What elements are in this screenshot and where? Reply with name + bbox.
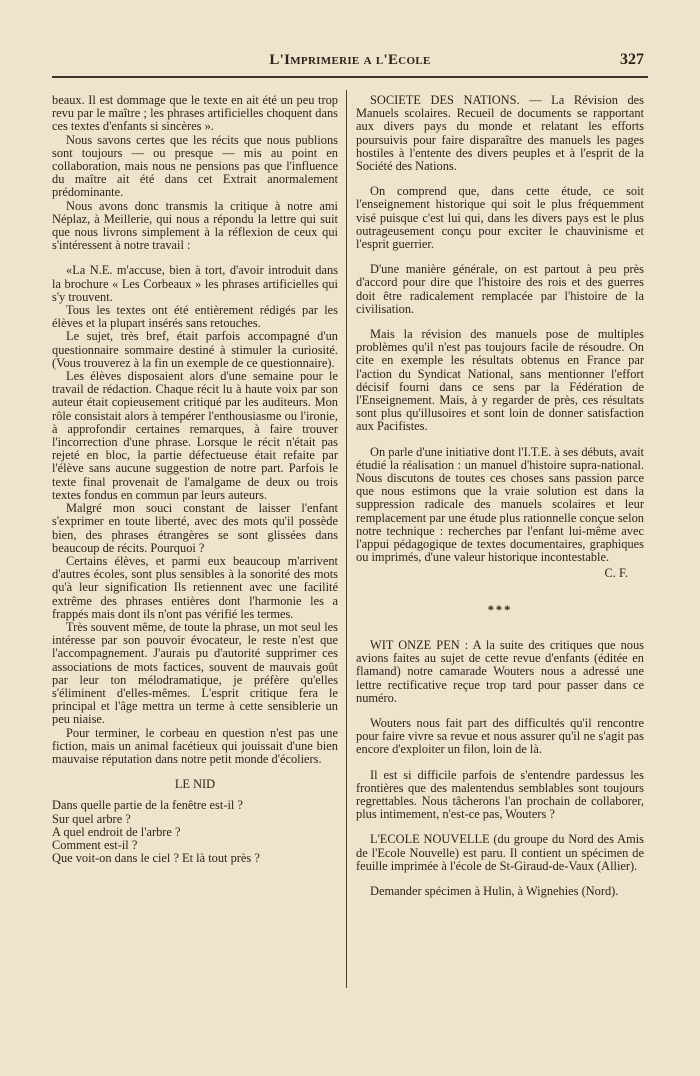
paragraph: Demander spécimen à Hulin, à Wignehies (Nord).: [370, 883, 619, 898]
paragraph: Pour terminer, le corbeau en question n'est pas une fiction, mais un animal facétieux qui jouissait d'une bien mauvaise réputation dans notre petit monde d'écoliers.: [52, 725, 338, 766]
paragraph: Nous savons certes que les récits que nous publions sont toujours — ou presque — mis au point en collaboration, mais nous ne pensions pas que l'influence du maître ait été dans cet Extrait anormalement prédominante.: [52, 132, 338, 200]
paragraph: Certains élèves, et parmi eux beaucoup m'arrivent d'autres écoles, sont plus sensibles à la sonorité des mots qu'à leur signification Ils retiennent avec une facilité extrême des phrases entières dont l'harmonie les a frappés mais dont ils n'ont pas vérifié les termes.: [52, 553, 338, 621]
question-item: Que voit-on dans le ciel ? Et là tout près ?: [52, 851, 260, 866]
right-column: [356, 94, 644, 898]
column-divider: [346, 90, 347, 988]
question-item: Sur quel arbre ?: [52, 811, 131, 826]
paragraph: Très souvent même, de toute la phrase, un mot seul les intéresse par son pouvoir évocateur, le reste n'est que l'accompagnement. J'aurais pu d'autorité supprimer ces associations de mots factices, souvent de mauvais goût par leur ton mélodramatique, je préfère qu'elles s'éliminent d'elles-mêmes. L'esprit critique fera le principal et l'âge mettra un terme à cette sensiblerie un peu niaise.: [52, 619, 338, 727]
paragraph: beaux. Il est dommage que le texte en ait été un peu trop revu par le maître ; les phrases artificielles choquent dans ces textes d'enfants si sincères ».: [52, 93, 338, 134]
question-item: Dans quelle partie de la fenêtre est-il ?: [52, 798, 243, 813]
section-separator: ***: [487, 602, 513, 617]
author-signature: C. F.: [604, 565, 628, 580]
question-item: A quel endroit de l'arbre ?: [52, 824, 181, 839]
paragraph: Tous les textes ont été entièrement rédigés par les élèves et la plupart insérés sans retouches.: [52, 303, 338, 331]
paragraph: L'ECOLE NOUVELLE (du groupe du Nord des Amis de l'Ecole Nouvelle) est paru. Il contient un spécimen de feuille imprimée à l'école de St-Giraud-de-Vaux (Allier).: [356, 832, 644, 873]
paragraph: Nous avons donc transmis la critique à notre ami Néplaz, à Meillerie, qui nous a répondu la lettre qui suit que nous livrons simplement à la réflexion de ceux qui s'intéressent à notre travail :: [52, 198, 338, 253]
left-column: [52, 94, 338, 865]
section-subheading: LE NID: [174, 777, 216, 792]
running-header: [52, 50, 648, 78]
paragraph: On comprend que, dans cette étude, ce soit l'enseignement historique qui soit le plus fréquemment visé puisque c'est lui qui, dans les divers pays est le plus outrageusement conçu pour exciter le chauvinisme et l'esprit guerrier.: [356, 184, 644, 252]
paragraph: Il est si difficile parfois de s'entendre pardessus les frontières que des malentendus semblables sont toujours regrettables. Nous tâcherons l'an prochain de collaborer, plus intimement, n'est-ce pas, Wouters ?: [356, 767, 644, 822]
paragraph: Les élèves disposaient alors d'une semaine pour le travail de rédaction. Chaque récit lu à haute voix par son auteur était copieusement critiqué par les auditeurs. Mon rôle consistait alors à tempérer l'enthousiasme ou l'ironie, à approfondir certaines remarques, à faire trouver l'incorrection d'une phrase. Lorsque le récit n'était pas rejeté en bloc, la partie défectueuse était refaite par l'élève sans aucune suggestion de notre part. Parfois le texte final provenait de l'amalgame de deux ou trois textes fondus en commun par leurs auteurs.: [52, 369, 338, 502]
question-item: Comment est-il ?: [52, 837, 138, 852]
paragraph: D'une manière générale, on est partout à peu près d'accord pour dire que l'histoire des rois et des guerres doit être radicalement remplacée par l'histoire de la civilisation.: [356, 262, 644, 316]
paragraph: Mais la révision des manuels pose de multiples problèmes qu'il n'est pas toujours facile de résoudre. On cite en exemple les résultats obtenus en France par l'action du Syndicat National, sans mentionner l'effort décisif fourni dans ce sens par la Fédération de l'Enseignement. Mais, à y regarder de près, ces résultats sont plus qu'illusoires et sont loin de donner satisfaction aux Pacifistes.: [356, 327, 644, 434]
paragraph: On parle d'une initiative dont l'I.T.E. à ses débuts, avait étudié la réalisation : un manuel d'histoire supra-national. Nous discutons de toutes ces choses sans passion parce que nous estimons que la vraie solution est dans la suppression radicale des manuels scolaires et leur remplacement par une étude plus rationnelle conçue selon notre technique : recherches par l'enfant lui-même avec l'appui pédagogique de textes documentaires, graphiques ou imprimés, d'une valeur historique incontestable.: [356, 444, 644, 565]
paragraph: Wouters nous fait part des difficultés qu'il rencontre pour faire vivre sa revue et nous assurer qu'il ne s'agit pas encore d'exploiter un filon, loin de là.: [356, 715, 644, 757]
paragraph: WIT ONZE PEN : A la suite des critiques que nous avions faites au sujet de cette revue d'enfants (éditée en flamand) notre camarade Wouters nous a adressé une lettre rectificative reçue trop tard pour passer dans ce numéro.: [356, 637, 644, 705]
paragraph: SOCIETE DES NATIONS. — La Révision des Manuels scolaires. Recueil de documents se rapportant aux divers pays du monde et relatant les efforts poursuivis pour faire disparaître des manuels les pages hostiles à l'entente des divers peuples et à l'esprit de la Société des Nations.: [356, 93, 644, 174]
paragraph: Malgré mon souci constant de laisser l'enfant s'exprimer en toute liberté, avec des mots qu'il possède bien, des phrases étrangères se sont glissées dans beaucoup de récits. Pourquoi ?: [52, 501, 338, 555]
page-number: 327: [620, 51, 644, 68]
paragraph: Le sujet, très bref, était parfois accompagné d'un questionnaire sommaire destiné à stimuler la curiosité. (Vous trouverez à la fin un exemple de ce questionnaire).: [52, 329, 338, 370]
questionnaire-list: [52, 799, 338, 865]
journal-title: L'Imprimerie a l'Ecole: [269, 52, 431, 68]
quoted-letter-paragraph: «La N.E. m'accuse, bien à tort, d'avoir introduit dans la brochure « Les Corbeaux » les phrases artificielles qui s'y trouvent.: [52, 263, 338, 304]
